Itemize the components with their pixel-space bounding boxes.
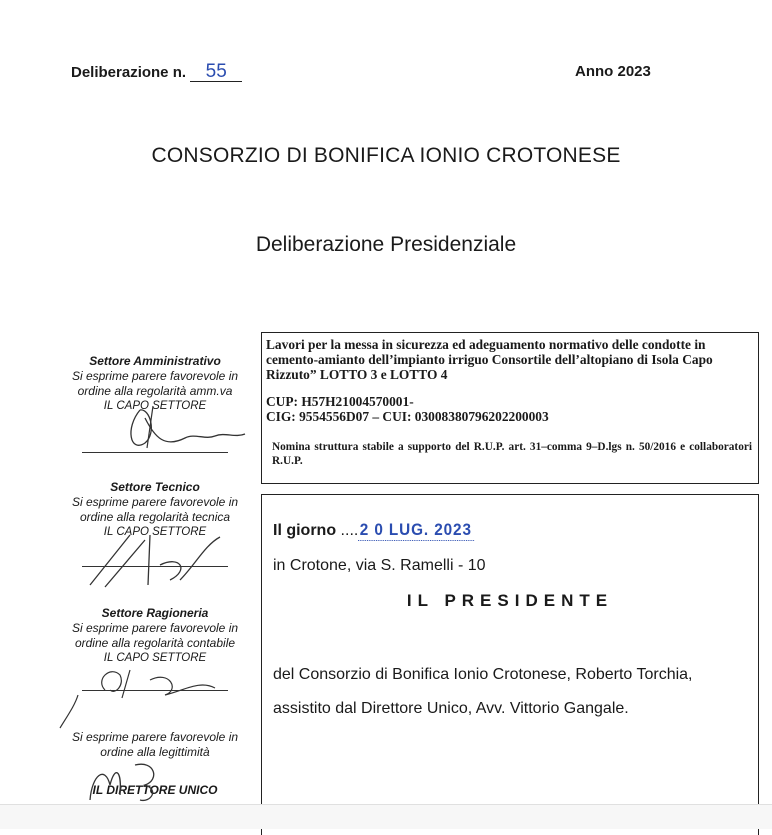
approval-role-direttore: IL DIRETTORE UNICO xyxy=(92,783,218,797)
nomina-text: Nomina struttura stabile a supporto del R.U.P. art. 31–comma 9–D.lgs n. 50/2016 e collaboratori R.U.P. xyxy=(272,441,752,467)
body-line-2: assistito dal Direttore Unico, Avv. Vittorio Gangale. xyxy=(273,700,629,717)
body-line-1: del Consorzio di Bonifica Ionio Crotonese, Roberto Torchia, xyxy=(273,666,693,683)
deliberation-number-label: Deliberazione n. xyxy=(71,64,187,81)
document-type-title: Deliberazione Presidenziale xyxy=(255,233,517,256)
place-line: in Crotone, via S. Ramelli - 10 xyxy=(273,557,486,574)
presidente-heading: IL PRESIDENTE xyxy=(406,591,614,610)
approval-text: Si esprime parere favorevole in ordine alla legittimità xyxy=(71,730,239,759)
date-label: Il giorno xyxy=(273,522,337,539)
organization-title: CONSORZIO DI BONIFICA IONIO CROTONESE xyxy=(151,144,621,167)
date-line: Il giorno .... 2 0 LUG. 2023 xyxy=(273,520,473,539)
approval-text: Si esprime parere favorevole in ordine alla regolarità tecnica xyxy=(71,495,239,524)
approval-text: Si esprime parere favorevole in ordine alla regolarità contabile xyxy=(71,621,239,650)
page-bottom-strip xyxy=(0,804,772,829)
approval-heading: Settore Ragioneria xyxy=(101,606,209,620)
approval-role: IL CAPO SETTORE xyxy=(103,400,207,412)
cig-code: CIG: 9554556D07 – CUI: 03008380796202200003 xyxy=(266,409,549,424)
main-box xyxy=(261,494,759,835)
deliberation-number xyxy=(71,63,242,82)
cup-code: CUP: H57H21004570001- xyxy=(266,394,414,409)
approval-text: Si esprime parere favorevole in ordine alla regolarità amm.va xyxy=(71,369,239,398)
approval-role: IL CAPO SETTORE xyxy=(103,652,207,664)
date-stamp: 2 0 LUG. 2023 xyxy=(360,520,473,539)
year-label: Anno 2023 xyxy=(575,63,651,80)
deliberation-number-value: 55 xyxy=(190,63,242,82)
approval-role: IL CAPO SETTORE xyxy=(103,526,207,538)
approval-heading: Settore Tecnico xyxy=(110,480,200,494)
subject-title: Lavori per la messa in sicurezza ed adeguamento normativo delle condotte in cemento-amianto dell’impianto irriguo Consortile dell’altopiano di Isola Capo Rizzuto” LOTTO 3 e LOTTO 4 xyxy=(266,337,713,382)
subject-box xyxy=(261,332,759,484)
approval-heading: Settore Amministrativo xyxy=(89,354,221,368)
